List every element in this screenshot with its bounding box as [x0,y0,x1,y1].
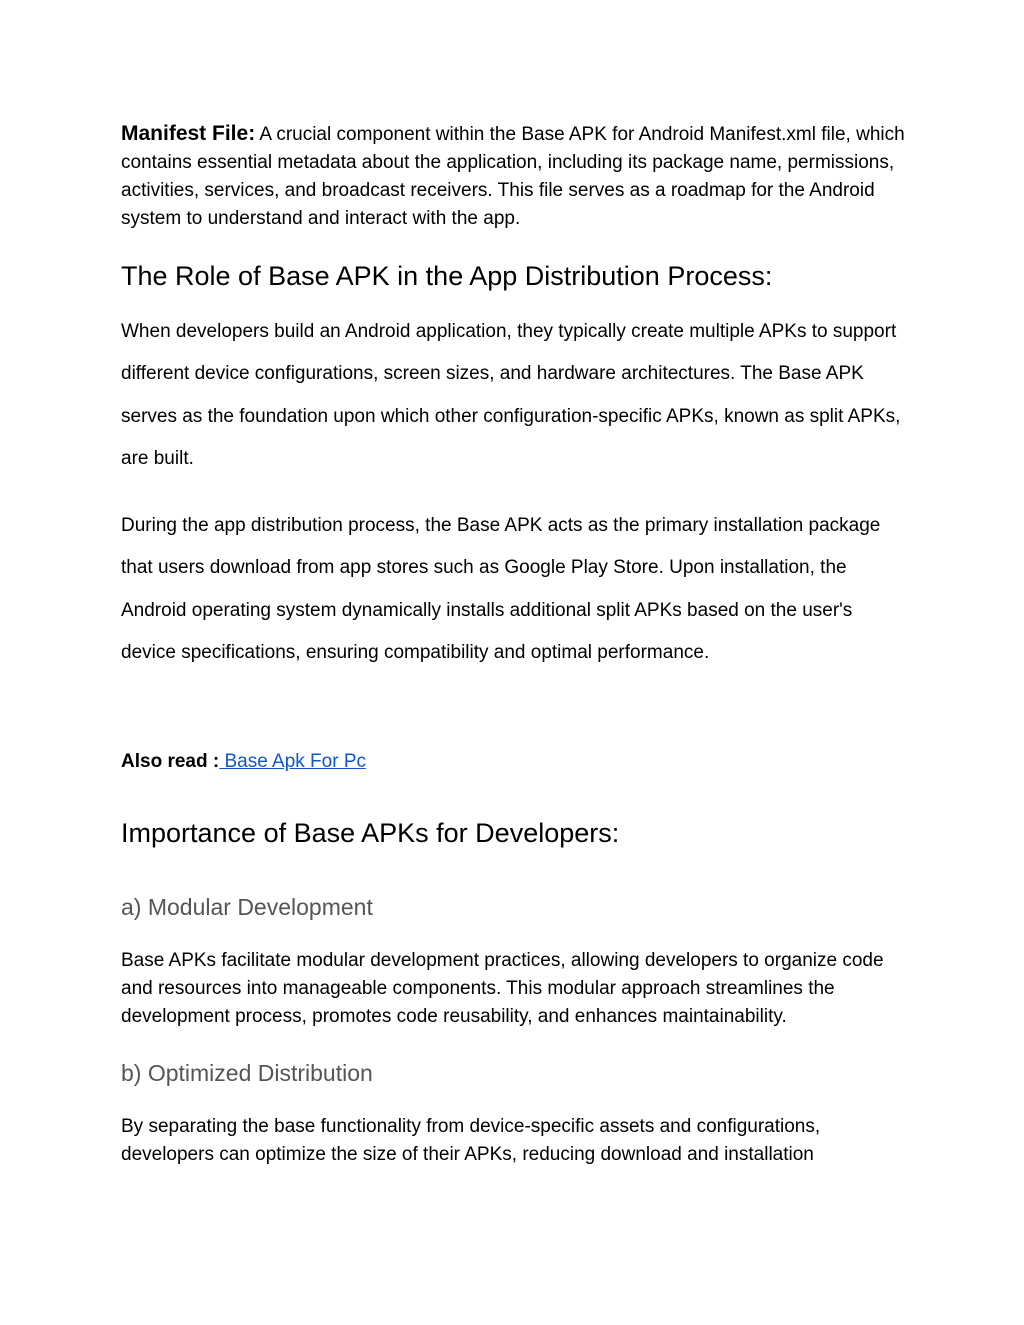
role-section-heading: The Role of Base APK in the App Distribution Process: [121,261,773,291]
optimized-distribution-heading: b) Optimized Distribution [121,1060,373,1086]
modular-development-heading: a) Modular Development [121,894,373,920]
role-paragraph-1: When developers build an Android application, they typically create multiple APKs to support different device configurations, screen sizes, and hardware architectures. The Base APK serves as the foundation upon which other configuration-specific APKs, known as split APKs, are built. [121,321,901,469]
manifest-lead: Manifest File: [121,122,256,145]
manifest-text: A crucial component within the Base APK for Android Manifest.xml file, which contains essential metadata about the application, including its package name, permissions, activities, services, and broadcast receivers. This file serves as a roadmap for the Android system to understand and interact with the app. [121,124,905,229]
also-read-label: Also read : [121,751,220,772]
importance-section-heading: Importance of Base APKs for Developers: [121,818,620,848]
optimized-distribution-text: By separating the base functionality from device-specific assets and configurations, developers can optimize the size of their APKs, reducing download and installation [121,1116,821,1165]
also-read-line [121,748,366,776]
base-apk-for-pc-link[interactable]: Base Apk For Pc [219,751,366,772]
manifest-paragraph [121,120,911,233]
role-paragraph-2: During the app distribution process, the Base APK acts as the primary installation package that users download from app stores such as Google Play Store. Upon installation, the Android operating system dynamically installs additional split APKs based on the user's device specifications, ensuring compatibility and optimal performance. [121,515,881,663]
modular-development-text: Base APKs facilitate modular development practices, allowing developers to organize code and resources into manageable components. This modular approach streamlines the development process, promotes code reusability, and enhances maintainability. [121,950,884,1027]
